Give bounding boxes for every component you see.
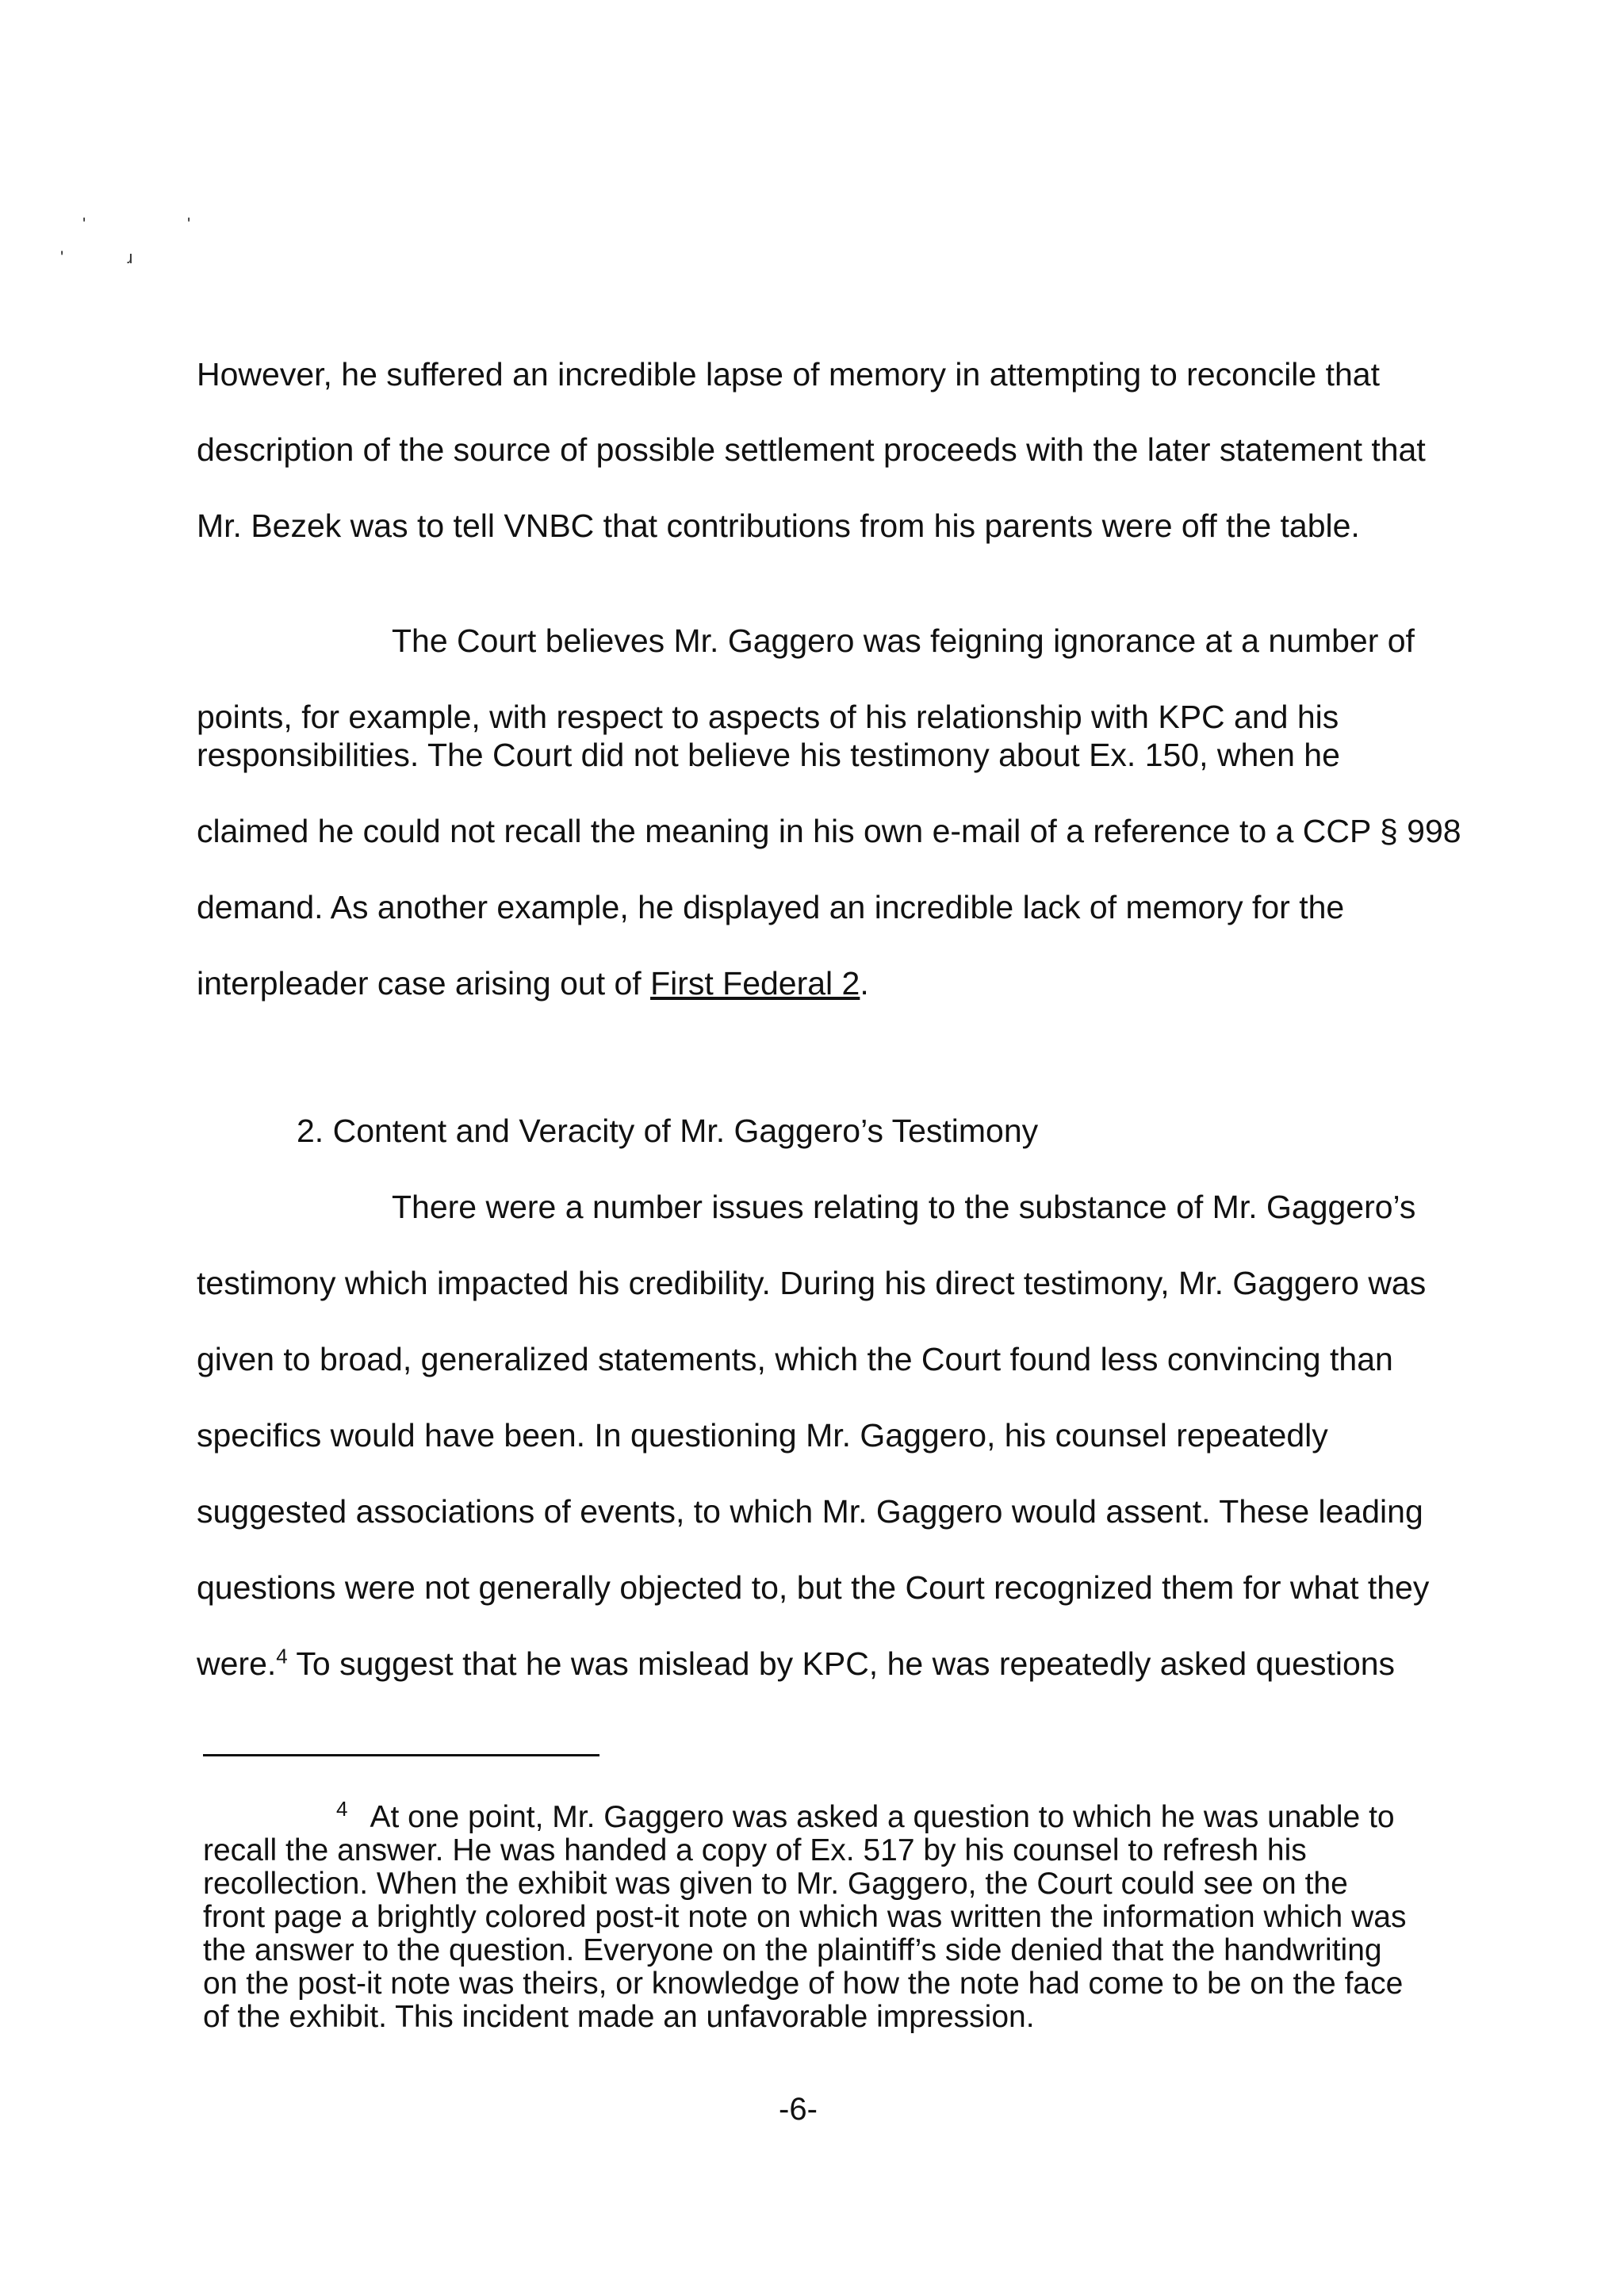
stray-mark: ' [187,214,191,234]
body-line: points, for example, with respect to aspects of his relationship with KPC and his [197,699,1339,735]
footnote-text: At one point, Mr. Gaggero was asked a question to which he was unable to [370,1800,1395,1834]
body-line: There were a number issues relating to the substance of Mr. Gaggero’s [392,1189,1416,1225]
footnote-line: recollection. When the exhibit was given to Mr. Gaggero, the Court could see on the [203,1867,1348,1901]
footnote-line: the answer to the question. Everyone on the plaintiff’s side denied that the handwriting [203,1933,1382,1967]
body-line: testimony which impacted his credibility. During his direct testimony, Mr. Gaggero was [197,1265,1427,1301]
body-line: questions were not generally objected to, but the Court recognized them for what they [197,1569,1430,1606]
body-line [197,1645,1395,1683]
footnote-line: of the exhibit. This incident made an unfavorable impression. [203,2000,1035,2034]
case-citation: First Federal 2 [650,965,860,1002]
stray-mark: ɹ [127,247,133,267]
stray-mark: ' [82,214,86,234]
section-heading: 2. Content and Veracity of Mr. Gaggero’s Testimony [297,1113,1039,1149]
body-text: . [860,965,869,1002]
body-line: demand. As another example, he displayed an incredible lack of memory for the [197,889,1345,925]
footnote-reference: 4 [276,1644,288,1668]
footnote-marker: 4 [336,1797,348,1821]
footnote-line [336,1797,1395,1835]
footnote-line: on the post-it note was theirs, or knowledge of how the note had come to be on the face [203,1967,1404,2001]
stray-mark: ' [60,247,64,267]
footnote-line: recall the answer. He was handed a copy of Ex. 517 by his counsel to refresh his [203,1833,1307,1867]
body-line: given to broad, generalized statements, which the Court found less convincing than [197,1341,1393,1377]
body-line: Mr. Bezek was to tell VNBC that contributions from his parents were off the table. [197,508,1360,544]
footnote-separator [203,1754,599,1756]
body-text: interpleader case arising out of [197,965,651,1002]
body-line: specifics would have been. In questioning Mr. Gaggero, his counsel repeatedly [197,1417,1328,1454]
body-line: claimed he could not recall the meaning in his own e-mail of a reference to a CCP § 998 [197,813,1461,849]
body-line [197,964,869,1002]
body-line: However, he suffered an incredible lapse of memory in attempting to reconcile that [197,356,1380,393]
footnote-line: front page a brightly colored post-it note on which was written the information which was [203,1900,1407,1934]
body-line: description of the source of possible settlement proceeds with the later statement that [197,431,1426,468]
body-text: were. [197,1645,277,1682]
body-line: suggested associations of events, to which Mr. Gaggero would assent. These leading [197,1493,1423,1530]
body-text: To suggest that he was mislead by KPC, he was repeatedly asked questions [287,1645,1396,1682]
body-line: The Court believes Mr. Gaggero was feigning ignorance at a number of [392,622,1415,659]
body-line: responsibilities. The Court did not believe his testimony about Ex. 150, when he [197,737,1340,773]
page-number: -6- [779,2092,818,2127]
